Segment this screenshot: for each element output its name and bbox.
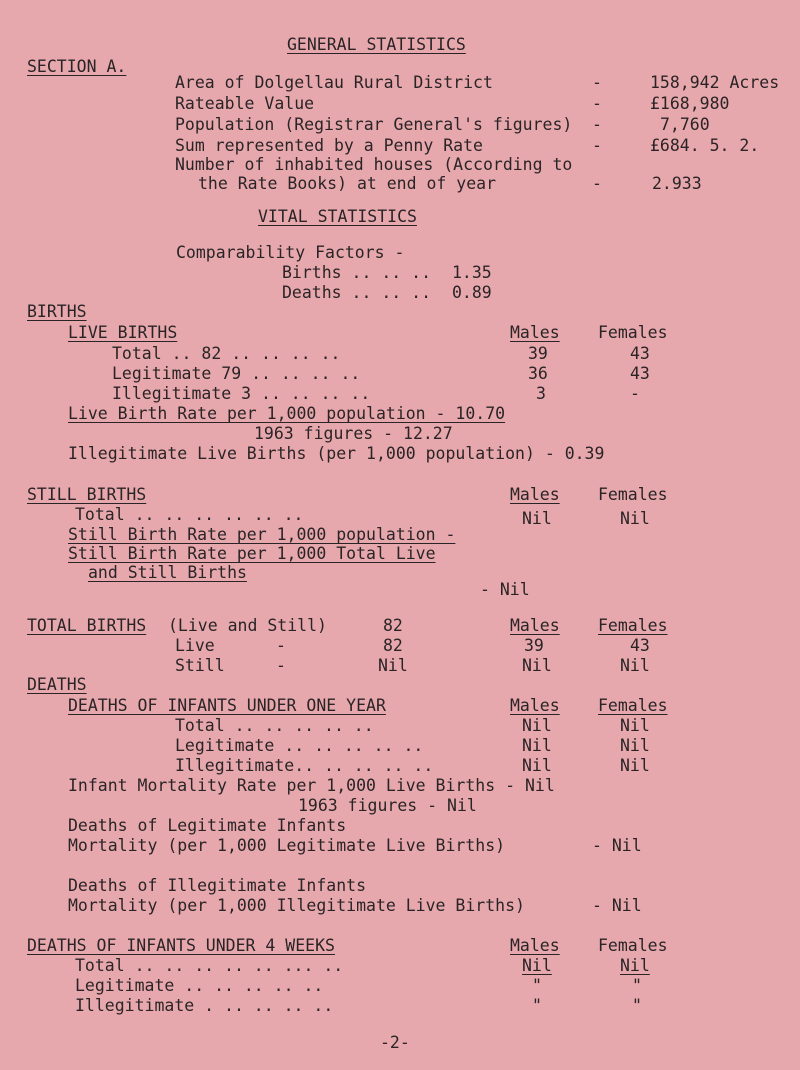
births-heading: BIRTHS xyxy=(27,302,87,321)
births-row-label: Legitimate 79 .. .. .. .. xyxy=(112,364,361,383)
weeks-row-males: Nil xyxy=(522,956,552,975)
births-row-females: 43 xyxy=(630,364,650,383)
infant-mortality-1963: 1963 figures - Nil xyxy=(298,796,477,815)
deaths-row-males: Nil xyxy=(522,716,552,735)
females-header: Females xyxy=(598,696,668,715)
deaths-row-females: Nil xyxy=(620,716,650,735)
weeks-row-males: " xyxy=(532,976,542,995)
weeks-row-label: Total .. .. .. .. .. ... .. xyxy=(75,956,344,975)
general-value-area: 158,942 Acres xyxy=(650,73,780,92)
still-births-males: Nil xyxy=(522,509,552,528)
vital-statistics-heading: VITAL STATISTICS xyxy=(258,207,417,226)
deaths-row-females: Nil xyxy=(620,736,650,755)
total-births-row-label: Live xyxy=(175,636,215,655)
general-value-population: 7,760 xyxy=(660,115,710,134)
page-number: -2- xyxy=(380,1033,410,1052)
general-dash: - xyxy=(592,174,602,193)
weeks-row-label: Illegitimate . .. .. .. .. xyxy=(75,996,334,1015)
general-dash: - xyxy=(592,73,602,92)
still-births-heading: STILL BIRTHS xyxy=(27,485,147,504)
births-row-males: 3 xyxy=(536,384,546,403)
deaths-heading: DEATHS xyxy=(27,675,87,694)
total-births-heading: TOTAL BIRTHS xyxy=(27,616,147,635)
weeks-row-label: Legitimate .. .. .. .. .. xyxy=(75,976,324,995)
deaths-row-label: Illegitimate.. .. .. .. .. xyxy=(175,756,434,775)
females-header: Females xyxy=(598,936,668,955)
still-birth-rate-population: Still Birth Rate per 1,000 population - xyxy=(68,525,456,544)
comparability-deaths-label: Deaths .. .. .. xyxy=(282,283,432,302)
females-header: Females xyxy=(598,485,668,504)
live-birth-rate xyxy=(68,404,505,424)
still-births-total-label: Total .. .. .. .. .. .. xyxy=(75,505,304,524)
total-births-row-females: 43 xyxy=(630,636,650,655)
still-births-females: Nil xyxy=(620,509,650,528)
deaths-row-males: Nil xyxy=(522,756,552,775)
total-births-row-females: Nil xyxy=(620,656,650,675)
total-births-row-dash: - xyxy=(276,636,286,655)
comparability-births-value: 1.35 xyxy=(452,263,492,282)
general-label-rate-books: the Rate Books) at end of year xyxy=(198,174,497,193)
comparability-births-label: Births .. .. .. xyxy=(282,263,432,282)
total-births-row-label: Still xyxy=(175,656,225,675)
illegitimate-live-births-line: Illegitimate Live Births (per 1,000 population) - 0.39 xyxy=(68,444,605,463)
weeks-row-females: Nil xyxy=(620,956,650,975)
deaths-4-weeks-heading: DEATHS OF INFANTS UNDER 4 WEEKS xyxy=(27,936,335,955)
general-label-houses: Number of inhabited houses (According to xyxy=(175,155,573,174)
section-heading: SECTION A. xyxy=(27,57,127,76)
total-births-row-value: Nil xyxy=(378,656,408,675)
general-label-rateable: Rateable Value xyxy=(175,94,315,113)
deaths-row-label: Total .. .. .. .. .. xyxy=(175,716,374,735)
general-label-penny-rate: Sum represented by a Penny Rate xyxy=(175,136,483,155)
general-label-population: Population (Registrar General's figures) xyxy=(175,115,573,134)
legit-deaths-line1: Deaths of Legitimate Infants xyxy=(68,816,347,835)
total-births-row-males: Nil xyxy=(522,656,552,675)
males-header: Males xyxy=(510,696,560,715)
still-birth-rate-total-line2: and Still Births xyxy=(88,563,247,582)
females-header: Females xyxy=(598,323,668,342)
births-row-males: 39 xyxy=(528,344,548,363)
males-header: Males xyxy=(510,616,560,635)
weeks-row-males: " xyxy=(532,996,542,1015)
deaths-row-label: Legitimate .. .. .. .. .. xyxy=(175,736,424,755)
total-births-row-value: 82 xyxy=(383,636,403,655)
general-label-area: Area of Dolgellau Rural District xyxy=(175,73,493,92)
legit-deaths-line2: Mortality (per 1,000 Legitimate Live Births) xyxy=(68,836,506,855)
general-value-rateable: £168,980 xyxy=(650,94,730,113)
general-value-houses: 2.933 xyxy=(652,174,702,193)
total-births-row-dash: - xyxy=(276,656,286,675)
total-births-value: 82 xyxy=(383,616,403,635)
deaths-row-females: Nil xyxy=(620,756,650,775)
comparability-heading: Comparability Factors - xyxy=(176,243,405,262)
illegit-deaths-line2: Mortality (per 1,000 Illegitimate Live Births) xyxy=(68,896,525,915)
infant-mortality-rate: Infant Mortality Rate per 1,000 Live Births - Nil xyxy=(68,776,555,795)
general-value-penny-rate: £684. 5. 2. xyxy=(650,136,760,155)
still-birth-rate-total-line1: Still Birth Rate per 1,000 Total Live xyxy=(68,544,436,563)
live-birth-rate-1963: 1963 figures - 12.27 xyxy=(254,424,453,443)
live-births-heading: LIVE BIRTHS xyxy=(68,323,178,342)
total-births-row-males: 39 xyxy=(524,636,544,655)
births-row-males: 36 xyxy=(528,364,548,383)
live-birth-rate-text: Live Birth Rate per 1,000 population - 10.70 xyxy=(68,404,506,423)
births-row-label: Total .. 82 .. .. .. .. xyxy=(112,344,341,363)
males-header: Males xyxy=(510,323,560,342)
illegit-deaths-value: - Nil xyxy=(592,896,642,915)
legit-deaths-value: - Nil xyxy=(592,836,642,855)
deaths-row-males: Nil xyxy=(522,736,552,755)
still-birth-rate-total-value: - Nil xyxy=(480,580,530,599)
deaths-infants-heading: DEATHS OF INFANTS UNDER ONE YEAR xyxy=(68,696,386,715)
total-births-label: (Live and Still) xyxy=(168,616,327,635)
females-header: Females xyxy=(598,616,668,635)
males-header: Males xyxy=(510,485,560,504)
births-row-label: Illegitimate 3 .. .. .. .. xyxy=(112,384,371,403)
general-dash: - xyxy=(592,94,602,113)
weeks-row-females: " xyxy=(632,996,642,1015)
illegit-deaths-line1: Deaths of Illegitimate Infants xyxy=(68,876,367,895)
general-dash: - xyxy=(592,115,602,134)
comparability-deaths-value: 0.89 xyxy=(452,283,492,302)
weeks-row-females: " xyxy=(632,976,642,995)
births-row-females: - xyxy=(630,384,640,403)
males-header: Males xyxy=(510,936,560,955)
births-row-females: 43 xyxy=(630,344,650,363)
general-dash: - xyxy=(592,136,602,155)
page-title: GENERAL STATISTICS xyxy=(287,35,466,54)
